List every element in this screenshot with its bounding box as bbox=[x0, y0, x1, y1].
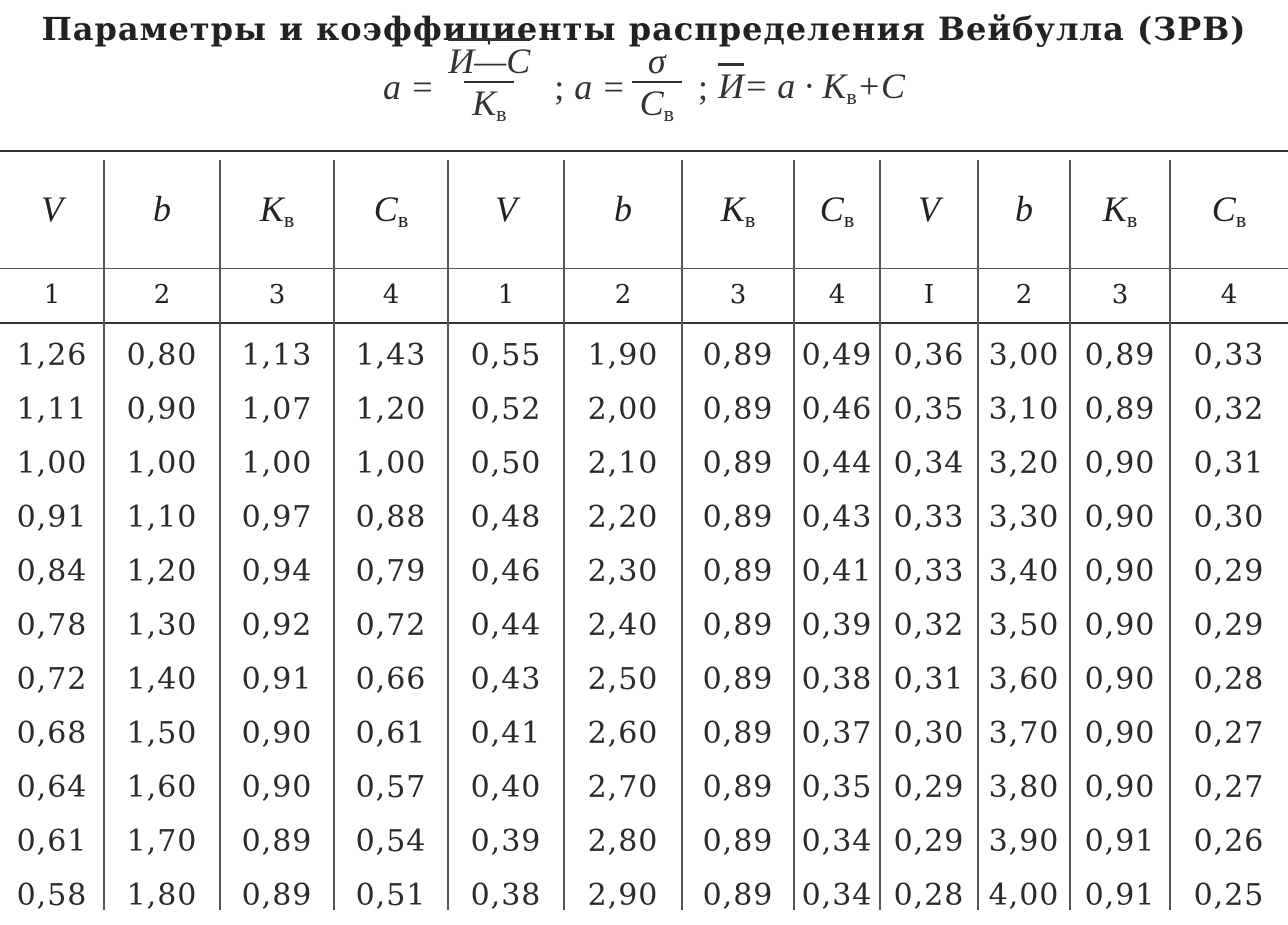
table-row bbox=[0, 814, 1288, 868]
table-cell: 0,79 bbox=[355, 553, 427, 589]
table-cell: 0,72 bbox=[16, 661, 88, 697]
formula-3: $И= a \cdot K_в+C$ bbox=[718, 65, 906, 109]
header-symbol: K bbox=[1102, 188, 1127, 229]
table-cell: 0,43 bbox=[801, 499, 873, 535]
table-cell: 3,20 bbox=[988, 445, 1060, 481]
column-divider bbox=[1169, 160, 1171, 910]
header-subscript: в bbox=[843, 206, 855, 232]
table-cell: 0,33 bbox=[1193, 337, 1265, 373]
column-header-symbol bbox=[1170, 152, 1288, 268]
table-cell: 0,90 bbox=[1084, 445, 1156, 481]
table-cell: 0,34 bbox=[801, 877, 873, 913]
table-cell: 0,89 bbox=[702, 877, 774, 913]
table-cell: 0,30 bbox=[1193, 499, 1265, 535]
header-number-row bbox=[0, 268, 1288, 322]
table-cell: 0,33 bbox=[893, 499, 965, 535]
header-subscript: в bbox=[397, 206, 409, 232]
table-cell: 1,26 bbox=[16, 337, 88, 373]
table-cell: 0,58 bbox=[16, 877, 88, 913]
column-number: I bbox=[923, 280, 935, 310]
column-number: 1 bbox=[497, 280, 515, 310]
formula-separator: ; bbox=[698, 67, 709, 107]
table-cell: 0,29 bbox=[1193, 607, 1265, 643]
table-cell: 1,40 bbox=[126, 661, 198, 697]
column-number: 4 bbox=[1220, 280, 1238, 310]
table-cell: 3,60 bbox=[988, 661, 1060, 697]
column-number: 1 bbox=[43, 280, 61, 310]
table-cell: 3,10 bbox=[988, 391, 1060, 427]
header-subscript: в bbox=[1126, 206, 1138, 232]
table-row bbox=[0, 652, 1288, 706]
table-cell: 0,89 bbox=[1084, 337, 1156, 373]
table-cell: 0,31 bbox=[1193, 445, 1265, 481]
column-number: 4 bbox=[382, 280, 400, 310]
table-cell: 0,43 bbox=[470, 661, 542, 697]
table-cell: 0,29 bbox=[893, 769, 965, 805]
column-number: 4 bbox=[828, 280, 846, 310]
table-row bbox=[0, 760, 1288, 814]
table-cell: 0,44 bbox=[801, 445, 873, 481]
table-cell: 3,90 bbox=[988, 823, 1060, 859]
table-cell: 0,39 bbox=[470, 823, 542, 859]
table-cell: 0,91 bbox=[241, 661, 313, 697]
table-row bbox=[0, 706, 1288, 760]
table-cell: 0,33 bbox=[893, 553, 965, 589]
table-cell: 0,55 bbox=[470, 337, 542, 373]
header-symbol-row bbox=[0, 152, 1288, 268]
table-cell: 0,89 bbox=[241, 823, 313, 859]
table-cell: 0,26 bbox=[1193, 823, 1265, 859]
column-divider bbox=[333, 160, 335, 910]
table-cell: 0,52 bbox=[470, 391, 542, 427]
formula-1-denominator: $K_в$ bbox=[464, 81, 514, 134]
table-cell: 1,00 bbox=[355, 445, 427, 481]
table-cell: 0,68 bbox=[16, 715, 88, 751]
table-cell: 3,30 bbox=[988, 499, 1060, 535]
formula-1-fraction bbox=[440, 41, 538, 134]
table-cell: 0,57 bbox=[355, 769, 427, 805]
formula-1-numerator: И—C bbox=[448, 40, 531, 81]
header-subscript: в bbox=[744, 206, 756, 232]
table-cell: 0,37 bbox=[801, 715, 873, 751]
table-row bbox=[0, 490, 1288, 544]
table-cell: 1,00 bbox=[126, 445, 198, 481]
table-cell: 0,35 bbox=[893, 391, 965, 427]
table-cell: 0,91 bbox=[1084, 823, 1156, 859]
table-cell: 0,90 bbox=[1084, 715, 1156, 751]
table-cell: 1,20 bbox=[126, 553, 198, 589]
table-cell: 0,38 bbox=[470, 877, 542, 913]
formula-block bbox=[0, 42, 1288, 132]
table-cell: 0,36 bbox=[893, 337, 965, 373]
header-symbol: C bbox=[1211, 188, 1236, 229]
table-cell: 0,89 bbox=[241, 877, 313, 913]
table-cell: 0,90 bbox=[241, 769, 313, 805]
header-symbol: V bbox=[918, 188, 940, 229]
table-cell: 0,89 bbox=[702, 823, 774, 859]
table-cell: 0,54 bbox=[355, 823, 427, 859]
column-header-symbol bbox=[334, 152, 448, 268]
table-cell: 0,48 bbox=[470, 499, 542, 535]
column-header-symbol bbox=[978, 152, 1070, 268]
table-cell: 0,89 bbox=[702, 553, 774, 589]
header-symbol: b bbox=[1015, 188, 1033, 229]
table-cell: 0,34 bbox=[801, 823, 873, 859]
table-cell: 0,90 bbox=[126, 391, 198, 427]
header-subscript: в bbox=[283, 206, 295, 232]
column-header-symbol bbox=[1070, 152, 1170, 268]
table-cell: 2,60 bbox=[587, 715, 659, 751]
column-divider bbox=[103, 160, 105, 910]
table-cell: 0,30 bbox=[893, 715, 965, 751]
table-cell: 0,61 bbox=[355, 715, 427, 751]
table-cell: 2,20 bbox=[587, 499, 659, 535]
table-cell: 1,30 bbox=[126, 607, 198, 643]
header-symbol: V bbox=[495, 188, 517, 229]
table-cell: 0,28 bbox=[893, 877, 965, 913]
table-cell: 0,80 bbox=[126, 337, 198, 373]
table-cell: 0,89 bbox=[702, 715, 774, 751]
table-row bbox=[0, 868, 1288, 922]
table-row bbox=[0, 436, 1288, 490]
table-cell: 0,89 bbox=[702, 769, 774, 805]
header-symbol: V bbox=[41, 188, 63, 229]
column-header-symbol bbox=[0, 152, 104, 268]
table-cell: 0,35 bbox=[801, 769, 873, 805]
column-header-symbol bbox=[564, 152, 682, 268]
column-divider bbox=[681, 160, 683, 910]
table-cell: 0,97 bbox=[241, 499, 313, 535]
formula-2-lhs: a = bbox=[574, 67, 626, 107]
table-cell: 1,07 bbox=[241, 391, 313, 427]
column-header-symbol bbox=[794, 152, 880, 268]
table-cell: 0,29 bbox=[1193, 553, 1265, 589]
table-cell: 2,30 bbox=[587, 553, 659, 589]
table-cell: 0,49 bbox=[801, 337, 873, 373]
table-cell: 0,50 bbox=[470, 445, 542, 481]
table-row bbox=[0, 598, 1288, 652]
table-cell: 1,11 bbox=[16, 391, 88, 427]
table-cell: 0,89 bbox=[702, 391, 774, 427]
column-number: 3 bbox=[729, 280, 747, 310]
table-cell: 0,91 bbox=[16, 499, 88, 535]
table-cell: 3,40 bbox=[988, 553, 1060, 589]
column-header-symbol bbox=[220, 152, 334, 268]
column-number: 3 bbox=[268, 280, 286, 310]
table-cell: 0,31 bbox=[893, 661, 965, 697]
table-cell: 0,28 bbox=[1193, 661, 1265, 697]
formula-1-lhs: a = bbox=[382, 67, 435, 107]
table-cell: 1,43 bbox=[355, 337, 427, 373]
table-cell: 2,70 bbox=[587, 769, 659, 805]
table-cell: 2,50 bbox=[587, 661, 659, 697]
table-cell: 0,92 bbox=[241, 607, 313, 643]
table-cell: 0,90 bbox=[1084, 499, 1156, 535]
column-header-symbol bbox=[682, 152, 794, 268]
column-divider bbox=[879, 160, 881, 910]
header-symbol: C bbox=[373, 188, 398, 229]
formula-2-denominator: $C_в$ bbox=[632, 81, 682, 134]
table-cell: 0,27 bbox=[1193, 715, 1265, 751]
table-cell: 2,90 bbox=[587, 877, 659, 913]
table-cell: 0,46 bbox=[801, 391, 873, 427]
formula-2-numerator: σ bbox=[647, 40, 666, 81]
table-cell: 0,91 bbox=[1084, 877, 1156, 913]
header-subscript: в bbox=[1235, 206, 1247, 232]
header-symbol: K bbox=[259, 188, 284, 229]
table-cell: 0,61 bbox=[16, 823, 88, 859]
table-cell: 3,80 bbox=[988, 769, 1060, 805]
table-cell: 0,89 bbox=[702, 337, 774, 373]
table-cell: 0,40 bbox=[470, 769, 542, 805]
header-symbol: b bbox=[153, 188, 171, 229]
table-cell: 0,34 bbox=[893, 445, 965, 481]
table-cell: 1,50 bbox=[126, 715, 198, 751]
formula-separator: ; bbox=[554, 67, 565, 107]
weibull-table bbox=[0, 152, 1288, 922]
column-number: 2 bbox=[614, 280, 632, 310]
column-divider bbox=[977, 160, 979, 910]
table-cell: 0,90 bbox=[1084, 553, 1156, 589]
column-divider bbox=[219, 160, 221, 910]
table-cell: 0,41 bbox=[470, 715, 542, 751]
table-cell: 0,89 bbox=[702, 445, 774, 481]
table-cell: 2,80 bbox=[587, 823, 659, 859]
table-cell: 0,32 bbox=[1193, 391, 1265, 427]
table-row bbox=[0, 544, 1288, 598]
page-title: Параметры и коэффициенты распределения Вейбулла (ЗРВ) bbox=[41, 10, 1247, 48]
column-divider bbox=[563, 160, 565, 910]
table-cell: 3,70 bbox=[988, 715, 1060, 751]
table-cell: 0,90 bbox=[241, 715, 313, 751]
table-cell: 2,40 bbox=[587, 607, 659, 643]
table-cell: 0,39 bbox=[801, 607, 873, 643]
table-cell: 0,88 bbox=[355, 499, 427, 535]
table-cell: 2,10 bbox=[587, 445, 659, 481]
table-cell: 0,66 bbox=[355, 661, 427, 697]
column-divider bbox=[447, 160, 449, 910]
table-row bbox=[0, 322, 1288, 382]
table-cell: 0,64 bbox=[16, 769, 88, 805]
column-number: 3 bbox=[1111, 280, 1129, 310]
table-cell: 0,27 bbox=[1193, 769, 1265, 805]
table-cell: 3,50 bbox=[988, 607, 1060, 643]
table-cell: 0,72 bbox=[355, 607, 427, 643]
table-cell: 0,25 bbox=[1193, 877, 1265, 913]
column-divider bbox=[1069, 160, 1071, 910]
table-cell: 0,29 bbox=[893, 823, 965, 859]
formula-2-fraction bbox=[632, 41, 682, 134]
table-cell: 1,60 bbox=[126, 769, 198, 805]
table-cell: 0,38 bbox=[801, 661, 873, 697]
table-cell: 0,78 bbox=[16, 607, 88, 643]
table-cell: 0,84 bbox=[16, 553, 88, 589]
table-cell: 1,20 bbox=[355, 391, 427, 427]
table-cell: 0,46 bbox=[470, 553, 542, 589]
table-cell: 0,44 bbox=[470, 607, 542, 643]
table-row bbox=[0, 382, 1288, 436]
table-cell: 0,90 bbox=[1084, 769, 1156, 805]
table-cell: 0,90 bbox=[1084, 607, 1156, 643]
table-cell: 1,13 bbox=[241, 337, 313, 373]
table-cell: 1,90 bbox=[587, 337, 659, 373]
table-cell: 1,00 bbox=[241, 445, 313, 481]
column-number: 2 bbox=[1015, 280, 1033, 310]
column-header-symbol bbox=[880, 152, 978, 268]
column-divider bbox=[793, 160, 795, 910]
table-cell: 0,90 bbox=[1084, 661, 1156, 697]
table-cell: 4,00 bbox=[988, 877, 1060, 913]
column-number: 2 bbox=[153, 280, 171, 310]
table-cell: 1,80 bbox=[126, 877, 198, 913]
header-symbol: b bbox=[614, 188, 632, 229]
table-cell: 1,00 bbox=[16, 445, 88, 481]
table-cell: 0,94 bbox=[241, 553, 313, 589]
table-cell: 0,32 bbox=[893, 607, 965, 643]
table-cell: 2,00 bbox=[587, 391, 659, 427]
table-cell: 3,00 bbox=[988, 337, 1060, 373]
table-cell: 0,89 bbox=[702, 661, 774, 697]
table-cell: 0,89 bbox=[702, 499, 774, 535]
table-cell: 0,51 bbox=[355, 877, 427, 913]
column-header-symbol bbox=[104, 152, 220, 268]
header-symbol: C bbox=[819, 188, 844, 229]
table-cell: 0,89 bbox=[702, 607, 774, 643]
table-cell: 0,89 bbox=[1084, 391, 1156, 427]
table-cell: 1,10 bbox=[126, 499, 198, 535]
column-header-symbol bbox=[448, 152, 564, 268]
header-symbol: K bbox=[720, 188, 745, 229]
table-cell: 1,70 bbox=[126, 823, 198, 859]
table-cell: 0,41 bbox=[801, 553, 873, 589]
